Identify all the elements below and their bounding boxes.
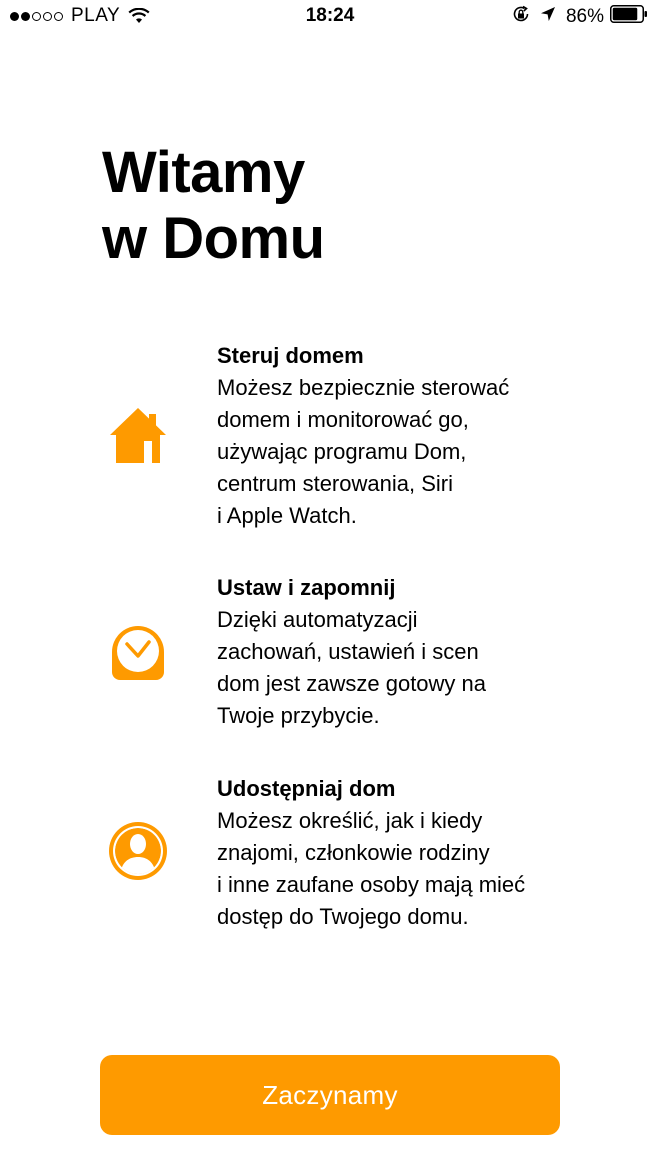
page-title-line-2: w Domu: [102, 206, 325, 271]
status-bar-time: 18:24: [305, 5, 355, 26]
carrier-name: PLAY: [71, 5, 121, 26]
feature-text: [217, 572, 577, 732]
battery-icon: [610, 5, 648, 29]
feature-title: Udostępniaj dom: [217, 776, 396, 801]
person-icon: [108, 821, 168, 881]
page-title-line-1: Witamy: [102, 140, 305, 205]
location-arrow-icon: [540, 6, 556, 28]
clock-icon: [108, 622, 168, 682]
feature-title: Steruj domem: [217, 343, 364, 368]
feature-text: [217, 340, 577, 532]
feature-title: Ustaw i zapomnij: [217, 575, 396, 600]
feature-description: Możesz określić, jak i kiedy znajomi, członkowie rodziny i inne zaufane osoby mają mieć dostęp do Twojego domu.: [217, 808, 526, 929]
feature-text: [217, 773, 577, 933]
page-title: [102, 140, 522, 272]
feature-description: Dzięki automatyzacji zachowań, ustawień i scen dom jest zawsze gotowy na Twoje przybycie.: [217, 607, 487, 728]
status-bar-right: [512, 5, 648, 29]
rotation-lock-icon: [512, 5, 530, 29]
house-icon: [108, 406, 168, 466]
get-started-button[interactable]: Zaczynamy: [100, 1055, 560, 1135]
status-bar: [0, 0, 660, 34]
battery-percentage: 86%: [565, 6, 604, 27]
feature-description: Możesz bezpiecznie sterować domem i monitorować go, używając programu Dom, centrum sterowania, Siri i Apple Watch.: [217, 375, 510, 528]
